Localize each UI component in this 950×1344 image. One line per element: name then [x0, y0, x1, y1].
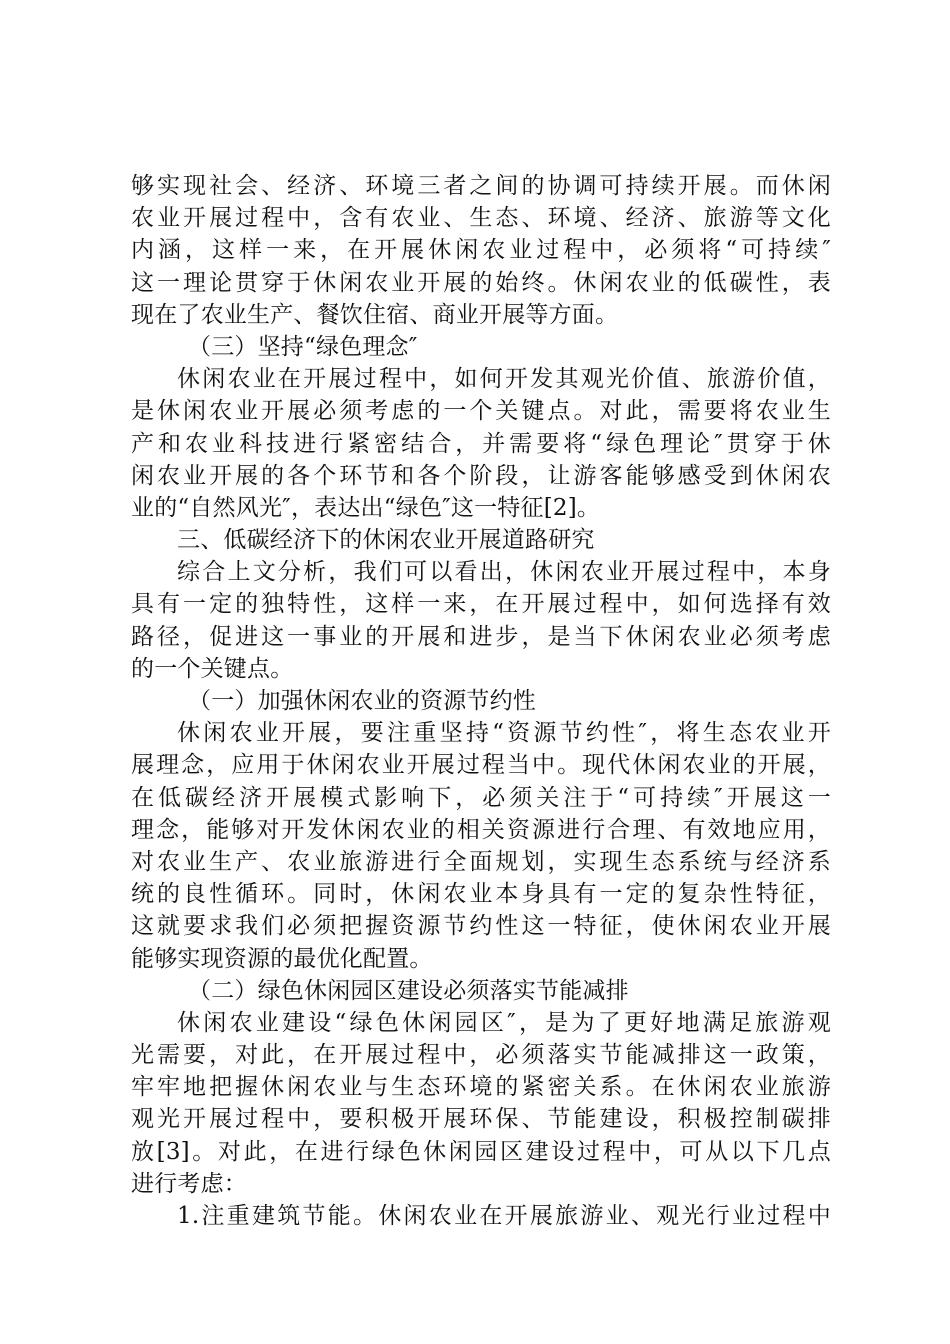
text-line: 内涵，这样一来，在开展休闲农业过程中，必须将“可持续″: [131, 237, 831, 264]
heading: [131, 524, 831, 556]
text-line: 1.注重建筑节能。休闲农业在开展旅游业、观光行业过程中: [177, 1203, 831, 1229]
text-line: 理念，能够对开发休闲农业的相关资源进行合理、有效地应用，: [131, 816, 831, 843]
list-item: [131, 1200, 831, 1232]
text-line: 能够实现资源的最优化配置。: [131, 945, 433, 972]
text-line: 对农业生产、农业旅游进行全面规划，实现生态系统与经济系: [131, 848, 831, 875]
text-line: 是休闲农业开展必须考虑的一个关键点。对此，需要将农业生: [131, 398, 831, 425]
heading: [131, 685, 831, 717]
text-line: 具有一定的独特性，这样一来，在开展过程中，如何选择有效: [131, 591, 831, 618]
text-line: 展理念，应用于休闲农业开展过程当中。现代休闲农业的开展，: [131, 752, 831, 779]
text-line: 牢牢地把握休闲农业与生态环境的紧密关系。在休闲农业旅游: [131, 1074, 831, 1101]
heading: [131, 331, 831, 363]
text-line: 光需要，对此，在开展过程中，必须落实节能减排这一政策，: [131, 1042, 831, 1069]
text-line: 闲农业开展的各个环节和各个阶段，让游客能够感受到休闲农: [131, 462, 831, 489]
text-line: 放[3]。对此，在进行绿色休闲园区建设过程中，可从以下几点: [131, 1138, 831, 1165]
text-line: 路径，促进这一事业的开展和进步，是当下休闲农业必须考虑: [131, 623, 831, 650]
heading: [131, 975, 831, 1007]
text-line: 休闲农业在开展过程中，如何开发其观光价值、旅游价值，: [177, 366, 831, 393]
paragraph: [131, 1007, 831, 1200]
text-line: 休闲农业建设“绿色休闲园区″，是为了更好地满足旅游观: [177, 1009, 831, 1036]
paragraph: [131, 363, 831, 524]
text-line: 产和农业科技进行紧密结合，并需要将“绿色理论″贯穿于休: [131, 430, 831, 457]
paragraph: [131, 170, 831, 331]
text-line: 现在了农业生产、餐饮住宿、商业开展等方面。: [131, 301, 619, 328]
text-line: 观光开展过程中，要积极开展环保、节能建设，积极控制碳排: [131, 1106, 831, 1133]
text-line: 的一个关键点。: [131, 655, 294, 682]
text-line: 农业开展过程中，含有农业、生态、环境、经济、旅游等文化: [131, 205, 831, 232]
text-line: 综合上文分析，我们可以看出，休闲农业开展过程中，本身: [177, 559, 831, 586]
text-line: 够实现社会、经济、环境三者之间的协调可持续开展。而休闲: [131, 173, 831, 199]
paragraph: [131, 717, 831, 975]
text-line: （三）坚持“绿色理念″: [188, 333, 418, 360]
text-line: 进行考虑：: [131, 1170, 247, 1197]
paragraph: [131, 556, 831, 685]
text-line: 在低碳经济开展模式影响下，必须关注于“可持续″开展这一: [131, 784, 831, 811]
text-line: （二）绿色休闲园区建设必须落实节能减排: [188, 977, 629, 1004]
text-line: 这就要求我们必须把握资源节约性这一特征，使休闲农业开展: [131, 913, 831, 940]
text-line: （一）加强休闲农业的资源节约性: [188, 688, 536, 714]
text-line: 这一理论贯穿于休闲农业开展的始终。休闲农业的低碳性，表: [131, 269, 831, 296]
text-line: 三、低碳经济下的休闲农业开展道路研究: [177, 527, 595, 554]
text-line: 休闲农业开展，要注重坚持“资源节约性″，将生态农业开: [177, 720, 831, 747]
text-line: 业的“自然风光″，表达出“绿色″这一特征[2]。: [131, 494, 601, 521]
text-line: 统的良性循环。同时，休闲农业本身具有一定的复杂性特征，: [131, 881, 831, 908]
document-body: [131, 170, 831, 1232]
